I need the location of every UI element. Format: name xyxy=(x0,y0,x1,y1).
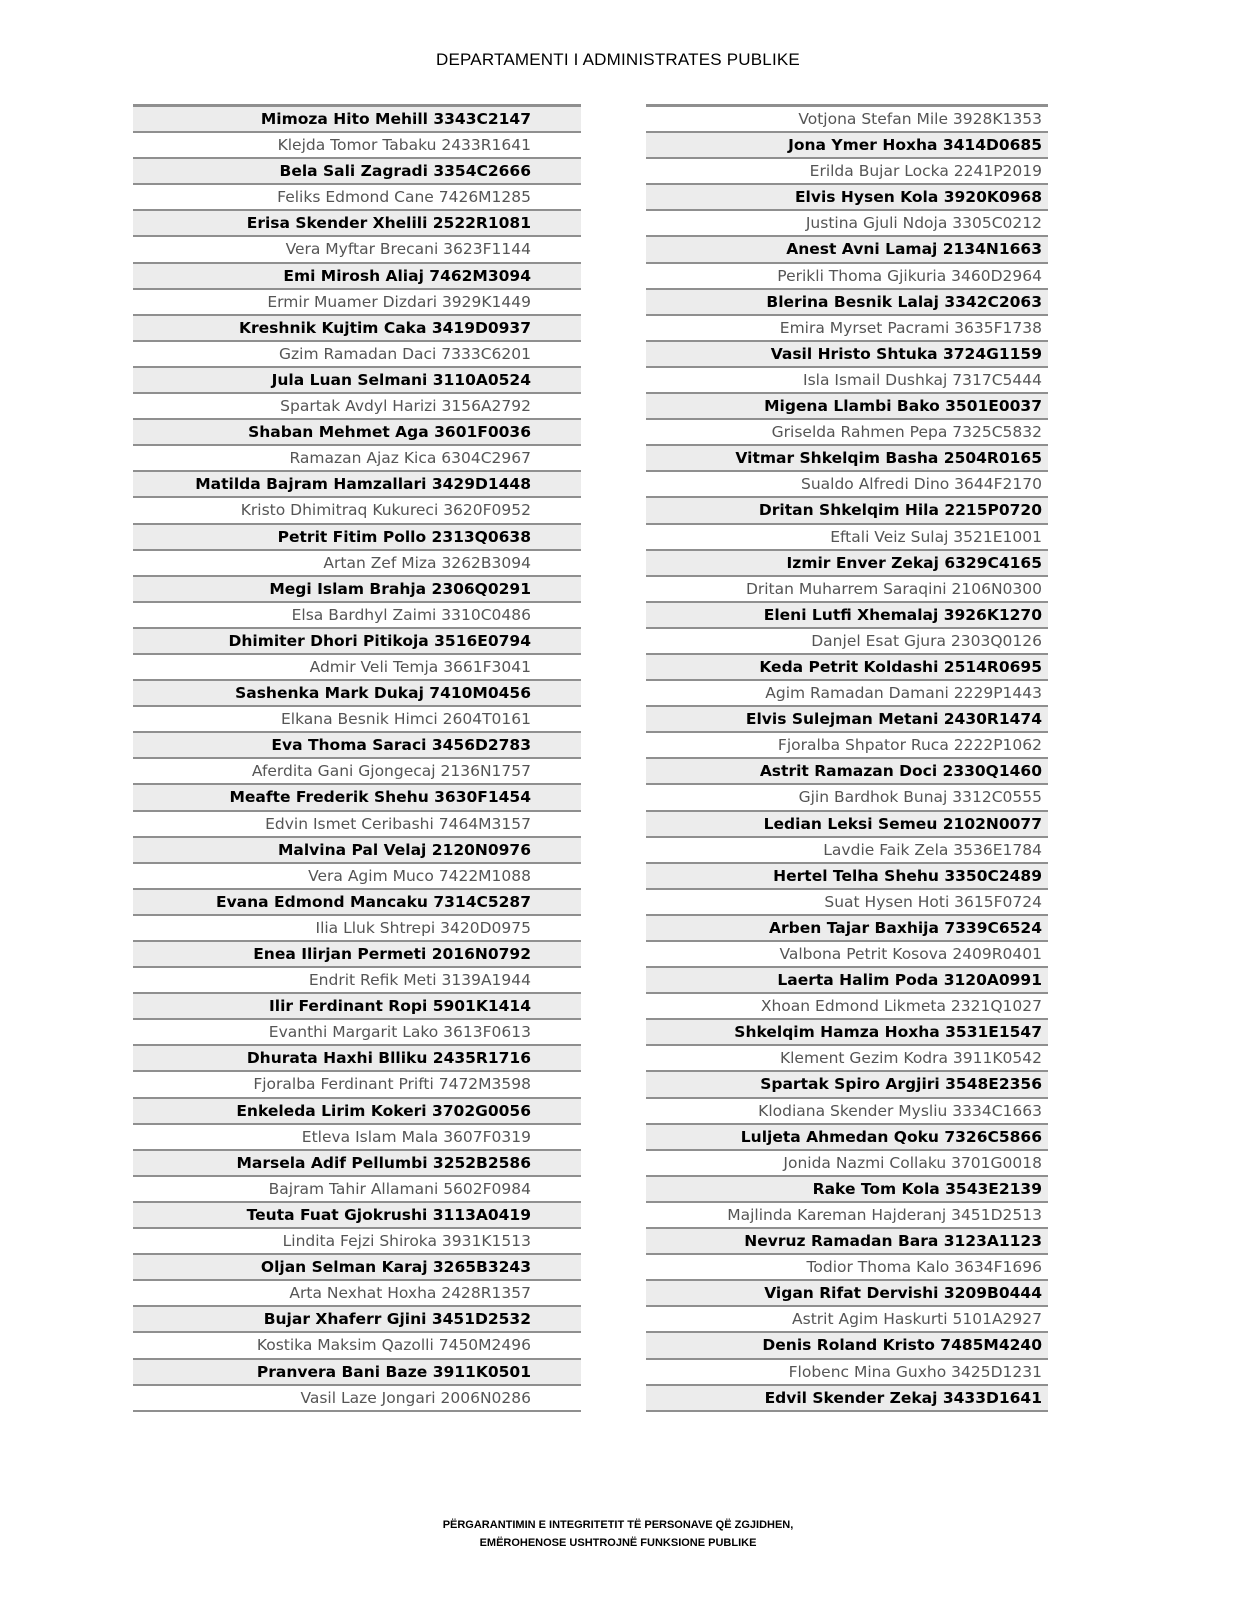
list-item: Emi Mirosh Aliaj 7462M3094 xyxy=(133,264,581,290)
list-item: Evanthi Margarit Lako 3613F0613 xyxy=(133,1020,581,1046)
list-item: Bujar Xhaferr Gjini 3451D2532 xyxy=(133,1307,581,1333)
list-item: Elvis Sulejman Metani 2430R1474 xyxy=(646,707,1048,733)
list-item: Matilda Bajram Hamzallari 3429D1448 xyxy=(133,472,581,498)
list-item: Dhimiter Dhori Pitikoja 3516E0794 xyxy=(133,629,581,655)
list-item: Emira Myrset Pacrami 3635F1738 xyxy=(646,316,1048,342)
list-item: Marsela Adif Pellumbi 3252B2586 xyxy=(133,1151,581,1177)
list-item: Spartak Spiro Argjiri 3548E2356 xyxy=(646,1072,1048,1098)
list-item: Eva Thoma Saraci 3456D2783 xyxy=(133,733,581,759)
list-item: Jona Ymer Hoxha 3414D0685 xyxy=(646,133,1048,159)
list-item: Blerina Besnik Lalaj 3342C2063 xyxy=(646,290,1048,316)
list-item: Agim Ramadan Damani 2229P1443 xyxy=(646,681,1048,707)
list-item: Xhoan Edmond Likmeta 2321Q1027 xyxy=(646,994,1048,1020)
list-item: Etleva Islam Mala 3607F0319 xyxy=(133,1125,581,1151)
list-item: Aferdita Gani Gjongecaj 2136N1757 xyxy=(133,759,581,785)
list-item: Flobenc Mina Guxho 3425D1231 xyxy=(646,1360,1048,1386)
list-item: Bela Sali Zagradi 3354C2666 xyxy=(133,159,581,185)
list-item: Edvin Ismet Ceribashi 7464M3157 xyxy=(133,812,581,838)
list-item: Suat Hysen Hoti 3615F0724 xyxy=(646,890,1048,916)
list-item: Luljeta Ahmedan Qoku 7326C5866 xyxy=(646,1125,1048,1151)
list-item: Shkelqim Hamza Hoxha 3531E1547 xyxy=(646,1020,1048,1046)
left-name-column xyxy=(133,104,581,1412)
list-item: Endrit Refik Meti 3139A1944 xyxy=(133,968,581,994)
list-item: Gjin Bardhok Bunaj 3312C0555 xyxy=(646,785,1048,811)
list-item: Ramazan Ajaz Kica 6304C2967 xyxy=(133,446,581,472)
list-item: Sualdo Alfredi Dino 3644F2170 xyxy=(646,472,1048,498)
list-item: Oljan Selman Karaj 3265B3243 xyxy=(133,1255,581,1281)
list-item: Majlinda Kareman Hajderanj 3451D2513 xyxy=(646,1203,1048,1229)
list-item: Klejda Tomor Tabaku 2433R1641 xyxy=(133,133,581,159)
list-item: Vasil Laze Jongari 2006N0286 xyxy=(133,1386,581,1412)
list-item: Enea Ilirjan Permeti 2016N0792 xyxy=(133,942,581,968)
list-item: Elsa Bardhyl Zaimi 3310C0486 xyxy=(133,603,581,629)
list-item: Jula Luan Selmani 3110A0524 xyxy=(133,368,581,394)
footer-line-1: PËRGARANTIMIN E INTEGRITETIT TË PERSONAVE QË ZGJIDHEN, xyxy=(442,1519,794,1531)
list-item: Vera Agim Muco 7422M1088 xyxy=(133,864,581,890)
list-item: Elvis Hysen Kola 3920K0968 xyxy=(646,185,1048,211)
footer xyxy=(0,1516,1236,1552)
list-item: Ermir Muamer Dizdari 3929K1449 xyxy=(133,290,581,316)
list-item: Kostika Maksim Qazolli 7450M2496 xyxy=(133,1333,581,1359)
list-item: Astrit Agim Haskurti 5101A2927 xyxy=(646,1307,1048,1333)
list-item: Feliks Edmond Cane 7426M1285 xyxy=(133,185,581,211)
list-item: Elkana Besnik Himci 2604T0161 xyxy=(133,707,581,733)
list-item: Klement Gezim Kodra 3911K0542 xyxy=(646,1046,1048,1072)
list-item: Pranvera Bani Baze 3911K0501 xyxy=(133,1360,581,1386)
list-item: Hertel Telha Shehu 3350C2489 xyxy=(646,864,1048,890)
list-item: Keda Petrit Koldashi 2514R0695 xyxy=(646,655,1048,681)
list-item: Valbona Petrit Kosova 2409R0401 xyxy=(646,942,1048,968)
list-item: Klodiana Skender Mysliu 3334C1663 xyxy=(646,1099,1048,1125)
list-item: Jonida Nazmi Collaku 3701G0018 xyxy=(646,1151,1048,1177)
list-item: Vasil Hristo Shtuka 3724G1159 xyxy=(646,342,1048,368)
list-item: Shaban Mehmet Aga 3601F0036 xyxy=(133,420,581,446)
list-item: Justina Gjuli Ndoja 3305C0212 xyxy=(646,211,1048,237)
list-item: Bajram Tahir Allamani 5602F0984 xyxy=(133,1177,581,1203)
right-name-column xyxy=(646,104,1048,1412)
right-rows xyxy=(646,107,1048,1412)
list-item: Griselda Rahmen Pepa 7325C5832 xyxy=(646,420,1048,446)
list-item: Enkeleda Lirim Kokeri 3702G0056 xyxy=(133,1099,581,1125)
list-item: Migena Llambi Bako 3501E0037 xyxy=(646,394,1048,420)
list-item: Fjoralba Shpator Ruca 2222P1062 xyxy=(646,733,1048,759)
list-item: Nevruz Ramadan Bara 3123A1123 xyxy=(646,1229,1048,1255)
list-item: Evana Edmond Mancaku 7314C5287 xyxy=(133,890,581,916)
list-item: Teuta Fuat Gjokrushi 3113A0419 xyxy=(133,1203,581,1229)
list-item: Ilia Lluk Shtrepi 3420D0975 xyxy=(133,916,581,942)
list-item: Admir Veli Temja 3661F3041 xyxy=(133,655,581,681)
page-title: DEPARTAMENTI I ADMINISTRATES PUBLIKE xyxy=(436,50,800,69)
list-item: Vigan Rifat Dervishi 3209B0444 xyxy=(646,1281,1048,1307)
list-item: Gzim Ramadan Daci 7333C6201 xyxy=(133,342,581,368)
list-item: Lindita Fejzi Shiroka 3931K1513 xyxy=(133,1229,581,1255)
list-item: Isla Ismail Dushkaj 7317C5444 xyxy=(646,368,1048,394)
list-item: Anest Avni Lamaj 2134N1663 xyxy=(646,237,1048,263)
list-item: Vitmar Shkelqim Basha 2504R0165 xyxy=(646,446,1048,472)
list-item: Danjel Esat Gjura 2303Q0126 xyxy=(646,629,1048,655)
list-item: Mimoza Hito Mehill 3343C2147 xyxy=(133,107,581,133)
list-item: Edvil Skender Zekaj 3433D1641 xyxy=(646,1386,1048,1412)
list-item: Erisa Skender Xhelili 2522R1081 xyxy=(133,211,581,237)
list-item: Erilda Bujar Locka 2241P2019 xyxy=(646,159,1048,185)
list-item: Spartak Avdyl Harizi 3156A2792 xyxy=(133,394,581,420)
list-item: Vera Myftar Brecani 3623F1144 xyxy=(133,237,581,263)
list-item: Artan Zef Miza 3262B3094 xyxy=(133,551,581,577)
list-item: Denis Roland Kristo 7485M4240 xyxy=(646,1333,1048,1359)
list-item: Malvina Pal Velaj 2120N0976 xyxy=(133,838,581,864)
list-item: Kristo Dhimitraq Kukureci 3620F0952 xyxy=(133,498,581,524)
list-item: Eftali Veiz Sulaj 3521E1001 xyxy=(646,525,1048,551)
list-item: Eleni Lutfi Xhemalaj 3926K1270 xyxy=(646,603,1048,629)
list-item: Ledian Leksi Semeu 2102N0077 xyxy=(646,812,1048,838)
list-item: Fjoralba Ferdinant Prifti 7472M3598 xyxy=(133,1072,581,1098)
list-item: Kreshnik Kujtim Caka 3419D0937 xyxy=(133,316,581,342)
list-item: Todior Thoma Kalo 3634F1696 xyxy=(646,1255,1048,1281)
list-item: Dhurata Haxhi Blliku 2435R1716 xyxy=(133,1046,581,1072)
list-item: Votjona Stefan Mile 3928K1353 xyxy=(646,107,1048,133)
list-item: Ilir Ferdinant Ropi 5901K1414 xyxy=(133,994,581,1020)
list-item: Megi Islam Brahja 2306Q0291 xyxy=(133,577,581,603)
list-item: Petrit Fitim Pollo 2313Q0638 xyxy=(133,525,581,551)
list-item: Izmir Enver Zekaj 6329C4165 xyxy=(646,551,1048,577)
list-item: Perikli Thoma Gjikuria 3460D2964 xyxy=(646,264,1048,290)
list-item: Arben Tajar Baxhija 7339C6524 xyxy=(646,916,1048,942)
list-item: Arta Nexhat Hoxha 2428R1357 xyxy=(133,1281,581,1307)
list-item: Dritan Shkelqim Hila 2215P0720 xyxy=(646,498,1048,524)
list-item: Sashenka Mark Dukaj 7410M0456 xyxy=(133,681,581,707)
list-item: Dritan Muharrem Saraqini 2106N0300 xyxy=(646,577,1048,603)
list-item: Meafte Frederik Shehu 3630F1454 xyxy=(133,785,581,811)
left-rows xyxy=(133,107,581,1412)
footer-line-2: EMËROHENOSE USHTROJNË FUNKSIONE PUBLIKE xyxy=(479,1537,757,1549)
list-item: Laerta Halim Poda 3120A0991 xyxy=(646,968,1048,994)
list-item: Rake Tom Kola 3543E2139 xyxy=(646,1177,1048,1203)
list-item: Astrit Ramazan Doci 2330Q1460 xyxy=(646,759,1048,785)
list-item: Lavdie Faik Zela 3536E1784 xyxy=(646,838,1048,864)
